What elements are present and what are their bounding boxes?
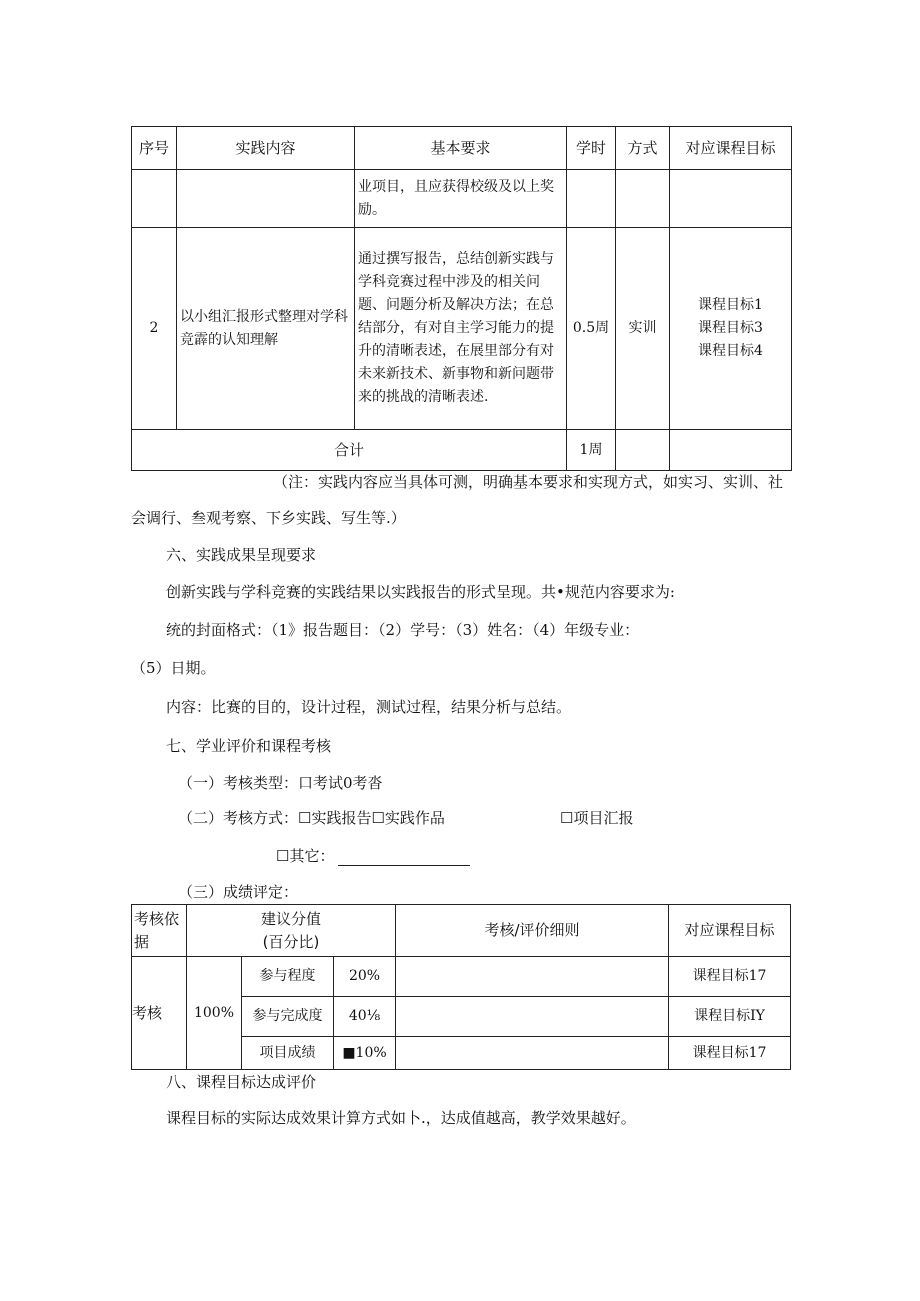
header-no: 序号: [132, 127, 177, 170]
row2-target-2: 课程目标3: [698, 320, 763, 336]
section-6-paragraph-4: 内容：比赛的目的，设计过程，测试过程，结果分析与总结。: [166, 698, 572, 716]
row2-target-1: 课程目标1: [698, 297, 763, 313]
grade-row-3-target: 课程目标17: [669, 1037, 791, 1070]
section-6-paragraph-3: （5）日期。: [131, 659, 216, 677]
grade-header-score-line-2: (百分比): [262, 932, 320, 951]
grade-row-1-target: 课程目标17: [669, 957, 791, 997]
header-mode: 方式: [616, 127, 670, 170]
grade-header-score-line-1: 建议分值: [261, 909, 322, 928]
row2-mode: 实训: [616, 228, 670, 430]
row2-hours: 0.5周: [567, 228, 616, 430]
grade-row-1-item: 参与程度: [242, 957, 334, 997]
assessment-method-project-report: ☐项目汇报: [560, 809, 634, 827]
note-line-2: 会调行、叁观考察、下乡实践、写生等.）: [131, 509, 406, 527]
assessment-other: [276, 846, 470, 866]
row1-no: [132, 170, 177, 228]
header-content: 实践内容: [177, 127, 355, 170]
grade-row-3-percent: ■10%: [334, 1037, 396, 1070]
grade-row-2-detail: [396, 997, 669, 1037]
grade-total-percent: 100%: [187, 957, 242, 1070]
section-7-title: 七、学业评价和课程考核: [166, 737, 332, 755]
row1-mode: [616, 170, 670, 228]
total-label: 合计: [132, 430, 567, 471]
header-hours: 学时: [567, 127, 616, 170]
practice-table: [131, 126, 792, 471]
grade-row-3-item: 项目成绩: [242, 1037, 334, 1070]
row1-target: [670, 170, 792, 228]
grade-row-2-item: 参与完成度: [242, 997, 334, 1037]
section-6-paragraph-2: 统的封面格式：（1》报告题目：（2）学号：（3）姓名：（4）年级专业：: [166, 621, 640, 639]
note-line-1: （注：实践内容应当具体可测，明确基本要求和实现方式，如实习、实训、社: [273, 473, 784, 491]
grade-row-2-target: 课程目标IY: [669, 997, 791, 1037]
grade-header-score: [187, 905, 396, 957]
row1-hours: [567, 170, 616, 228]
header-target: 对应课程目标: [670, 127, 792, 170]
header-requirement: 基本要求: [355, 127, 567, 170]
grade-header-basis: 考核依据: [132, 905, 187, 957]
row2-content: 以小组汇报形式整理对学科竞霹的认知理解: [177, 228, 355, 430]
row1-content: [177, 170, 355, 228]
grade-header-target: 对应课程目标: [669, 905, 791, 957]
grade-basis: 考核: [132, 957, 187, 1070]
grade-header-detail: 考核/评价细则: [396, 905, 669, 957]
section-8-paragraph-1: 课程目标的实际达成效果计算方式如卜.，达成值越高，教学效果越好。: [166, 1109, 636, 1127]
assessment-other-blank: [338, 849, 470, 866]
section-6-title: 六、实践成果呈现要求: [166, 546, 317, 564]
total-target: [670, 430, 792, 471]
grade-evaluation-title: （三）成绩评定：: [178, 883, 299, 901]
row2-targets: [670, 228, 792, 430]
grade-row-3-detail: [396, 1037, 669, 1070]
total-mode: [616, 430, 670, 471]
grade-row-1-detail: [396, 957, 669, 997]
row2-requirement: 通过撰写报告，总结创新实践与学科竞赛过程中涉及的相关问题、问题分析及解决方法；在总结部分，有对自主学习能力的提升的清晰表述，在展里部分有对未来新技术、新事物和新问题带来的挑战的清晰表述.: [355, 228, 567, 430]
grade-row-2-percent: 40⅛: [334, 997, 396, 1037]
grade-row-1-percent: 20%: [334, 957, 396, 997]
assessment-type: （一）考核类型：口考试0考沓: [178, 774, 383, 792]
total-hours: 1周: [567, 430, 616, 471]
grade-table: [131, 904, 791, 1070]
assessment-other-label: ☐其它：: [276, 847, 335, 865]
section-6-paragraph-1: 创新实践与学科竞赛的实践结果以实践报告的形式呈现。共•规范内容要求为:: [166, 583, 675, 601]
section-8-title: 八、课程目标达成评价: [166, 1073, 317, 1091]
assessment-method: （二）考核方式：☐实践报告☐实践作品: [178, 809, 445, 827]
row2-target-3: 课程目标4: [698, 343, 763, 359]
row2-no: 2: [132, 228, 177, 430]
row1-requirement: 业项目，且应获得校级及以上奖励。: [355, 170, 567, 228]
